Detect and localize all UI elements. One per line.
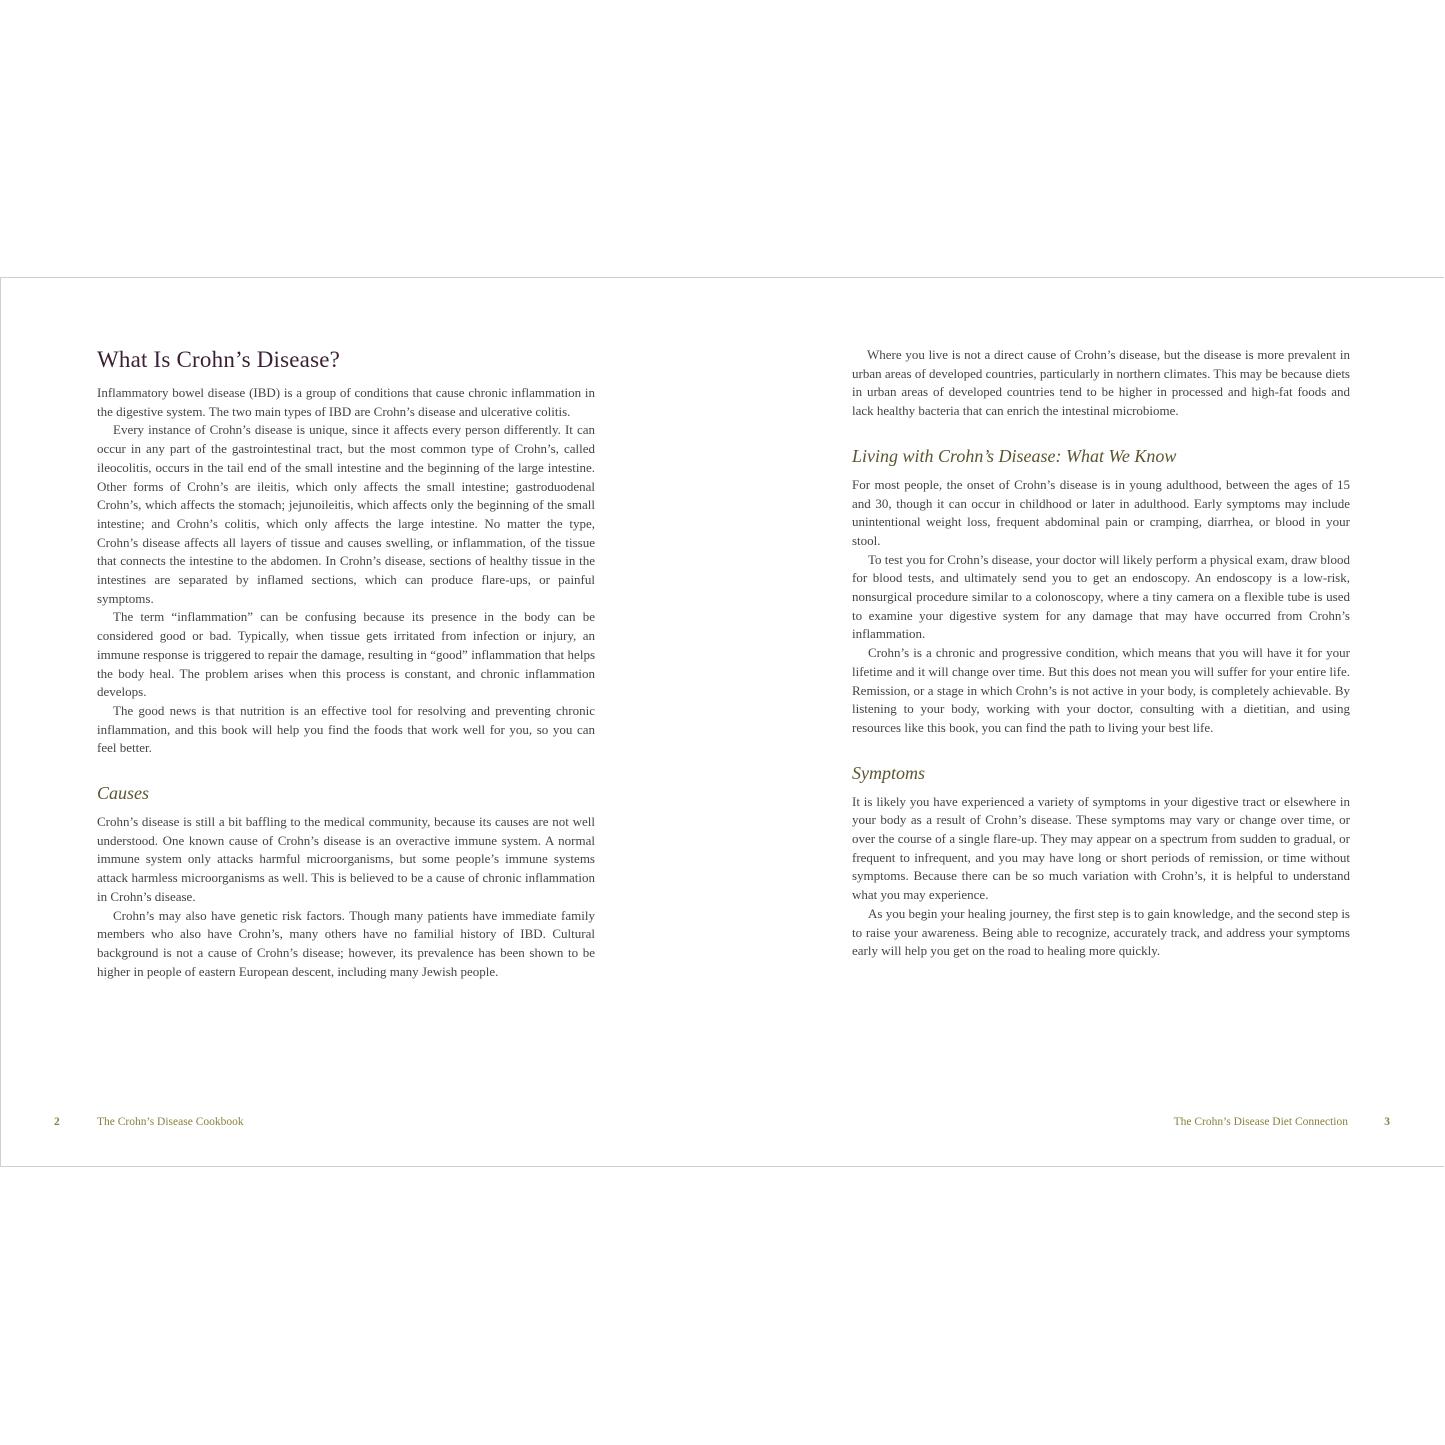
- symptoms-heading: Symptoms: [852, 762, 925, 783]
- intro-paragraph: The good news is that nutrition is an effective tool for resolving and preventing chronic inflammation, and this book will help you find the foods that work well for you, so you can feel better.: [97, 702, 595, 756]
- living-paragraph: Crohn’s is a chronic and progressive condition, which means that you will have it for your lifetime and it will change over time. But this does not mean you will suffer for your entire life. Remission, or a stage in which Crohn’s is not active in your body, is completely achievable. By listening to your body, working with your doctor, consulting with a dietitian, and using resources like this book, you can find the path to living your best life.: [852, 645, 1350, 735]
- symptoms-paragraph: As you begin your healing journey, the first step is to gain knowledge, and the second step is to raise your awareness. Being able to recognize, accurately track, and address your symptoms early will help you get on the road to healing more quickly.: [852, 905, 1350, 959]
- left-page-text-column: [97, 346, 595, 981]
- running-head-left: The Crohn’s Disease Cookbook: [97, 1116, 244, 1128]
- intro-paragraph: The term “inflammation” can be confusing because its presence in the body can be considered good or bad. Typically, when tissue gets irritated from infection or injury, an immune response is triggered to repair the damage, resulting in “good” inflammation that helps the body heal. The problem arises when this process is constant, and chronic inflammation develops.: [97, 609, 595, 700]
- page-title: What Is Crohn’s Disease?: [97, 347, 341, 372]
- book-spread: [0, 277, 1444, 1167]
- symptoms-paragraph: It is likely you have experienced a variety of symptoms in your digestive tract or elsewhere in your body as a result of Crohn’s disease. These symptoms may vary or change over time, or over the course of a single flare-up. They may appear on a spectrum from sudden to gradual, or frequent to infrequent, and you may have long or short periods of remission, or time without symptoms. Because there can be so much variation with Crohn’s, it is helpful to understand what you may experience.: [852, 793, 1350, 903]
- living-paragraph: To test you for Crohn’s disease, your doctor will likely perform a physical exam, draw blood for blood tests, and ultimately send you to get an endoscopy. An endoscopy is a low-risk, nonsurgical procedure similar to a colonoscopy, where a tiny camera on a flexible tube is used to examine your digestive system for any damage that may have occurred from Crohn’s inflammation.: [852, 551, 1350, 642]
- right-page-text-column: [852, 346, 1350, 961]
- running-head-right: The Crohn’s Disease Diet Connection: [1173, 1116, 1348, 1128]
- causes-paragraph: Crohn’s disease is still a bit baffling to the medical community, because its causes are not well understood. One known cause of Crohn’s disease is an overactive immune system. A normal immune system only attacks harmful microorganisms, but some people’s immune systems attack harmless microorganisms as well. This is believed to be a cause of chronic inflammation in Crohn’s disease.: [97, 814, 595, 904]
- causes-heading: Causes: [97, 783, 150, 804]
- page-number-left: 2: [54, 1116, 60, 1128]
- intro-paragraph: Inflammatory bowel disease (IBD) is a group of conditions that cause chronic inflammation in the digestive system. The two main types of IBD are Crohn’s disease and ulcerative colitis.: [97, 385, 595, 419]
- causes-paragraph: Crohn’s may also have genetic risk factors. Though many patients have immediate family members who also have Crohn’s, many others have no familial history of IBD. Cultural background is not a cause of Crohn’s disease; however, its prevalence has been shown to be higher in people of eastern European descent, including many Jewish people.: [97, 907, 595, 979]
- living-paragraph: For most people, the onset of Crohn’s disease is in young adulthood, between the ages of 15 and 30, though it can occur in childhood or later in adulthood. Early symptoms may include unintentional weight loss, frequent abdominal pain or cramping, diarrhea, or blood in your stool.: [852, 476, 1350, 548]
- living-heading: Living with Crohn’s Disease: What We Know: [852, 445, 1177, 466]
- intro-paragraph: Every instance of Crohn’s disease is unique, since it affects every person differently. It can occur in any part of the gastrointestinal tract, but the most common type of Crohn’s, called ileocolitis, occurs in the tail end of the small intestine and the beginning of the large intestine. Other forms of Crohn’s are ileitis, which only affects the small intestine; gastroduodenal Crohn’s, which affects the stomach; jejunoileitis, which affects only the beginning of the small intestine; and Crohn’s colitis, which only affects the large intestine. No matter the type, Crohn’s disease affects all layers of tissue and causes swelling, or inflammation, of the tissue that connects the intestine to the abdomen. In Crohn’s disease, sections of healthy tissue in the intestines are separated by inflamed sections, which can produce flare-ups, or painful symptoms.: [97, 422, 595, 606]
- page-number-right: 3: [1384, 1116, 1390, 1128]
- opening-paragraph: Where you live is not a direct cause of Crohn’s disease, but the disease is more prevalent in urban areas of developed countries, particularly in northern climates. This may be because diets in urban areas of developed countries tend to be higher in processed and high-fat foods and lack healthy bacteria that can enrich the intestinal microbiome.: [852, 347, 1350, 419]
